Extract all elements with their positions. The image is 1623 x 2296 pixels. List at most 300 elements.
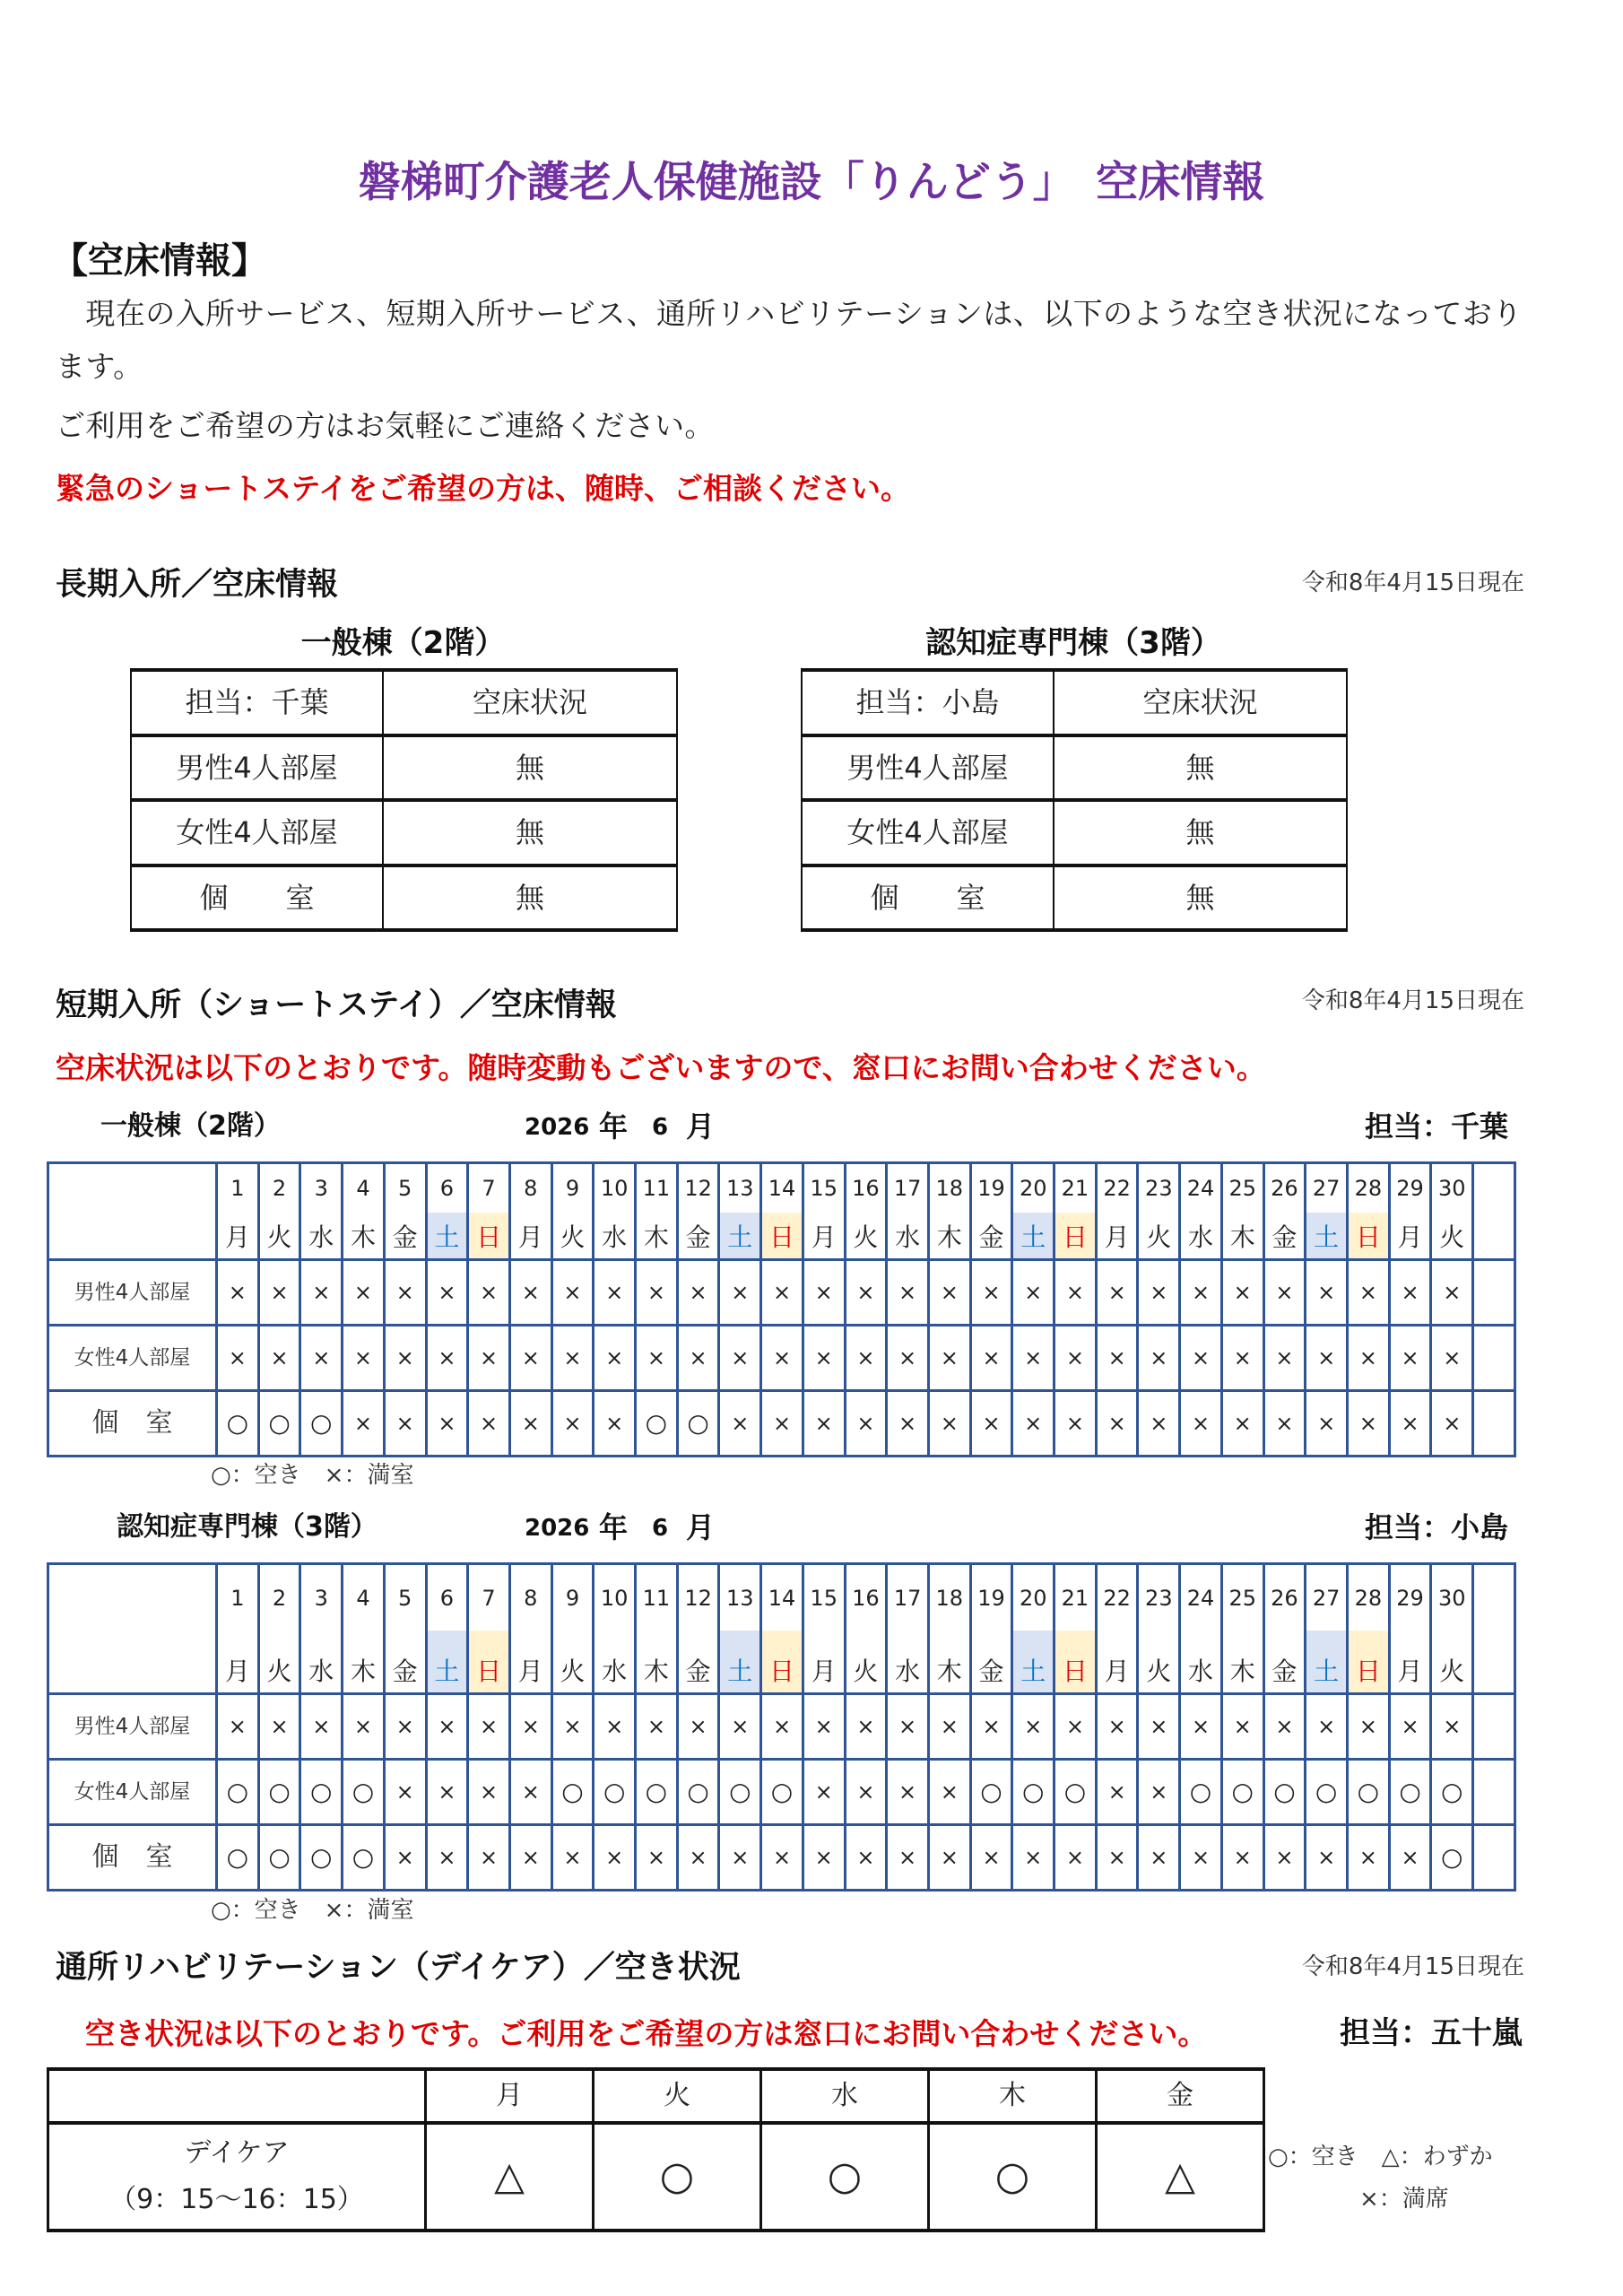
day-of-week: 水	[602, 1657, 628, 1686]
day-of-week: 木	[643, 1222, 669, 1252]
vacancy-status-cell: 無	[1054, 865, 1347, 931]
day-number: 28	[1354, 1585, 1383, 1611]
availability-cell: ×	[1055, 1825, 1097, 1891]
day-header-cell	[551, 1564, 594, 1694]
day-header-cell	[426, 1163, 468, 1260]
availability-cell: ×	[1389, 1694, 1431, 1760]
day-number: 22	[1103, 1585, 1131, 1611]
day-header-cell	[1389, 1564, 1431, 1694]
availability-cell: ×	[217, 1326, 259, 1391]
availability-cell: ×	[551, 1260, 594, 1326]
room-type-label: 女性4人部屋	[48, 1760, 217, 1825]
availability-cell: ○	[258, 1760, 300, 1825]
day-header-cell	[217, 1163, 259, 1260]
day-header-cell	[1431, 1564, 1473, 1694]
availability-cell: ×	[1180, 1326, 1222, 1391]
day-number: 8	[524, 1585, 538, 1611]
day-header-cell	[970, 1163, 1012, 1260]
table-header-row	[802, 670, 1347, 735]
availability-cell: ×	[468, 1760, 510, 1825]
calendar-header-row	[48, 1564, 1515, 1694]
room-type-cell: 男性4人部屋	[131, 735, 383, 801]
day-number: 16	[852, 1176, 880, 1201]
day-number: 23	[1145, 1585, 1173, 1611]
availability-cell: ×	[509, 1391, 551, 1457]
calendar-year-unit: 年	[599, 1109, 629, 1144]
day-number: 15	[810, 1585, 838, 1611]
availability-cell: ×	[1138, 1260, 1180, 1326]
day-number: 20	[1019, 1176, 1047, 1201]
calendar-ward-title-dementia: 認知症専門棟（3階）	[117, 1511, 378, 1543]
day-header-cell	[1180, 1564, 1222, 1694]
day-header-cell	[468, 1163, 510, 1260]
day-of-week: 土	[1013, 1631, 1053, 1692]
day-header-cell	[300, 1564, 343, 1694]
day-of-week: 日	[1055, 1213, 1095, 1258]
day-number: 26	[1271, 1585, 1298, 1611]
day-number: 9	[565, 1176, 580, 1201]
calendar-ward-title-general: 一般棟（2階）	[100, 1110, 281, 1142]
availability-cell: ×	[928, 1260, 970, 1326]
day-number: 20	[1019, 1585, 1047, 1611]
availability-cell: ×	[1096, 1760, 1138, 1825]
day-number: 19	[977, 1176, 1005, 1201]
availability-cell: ×	[1221, 1391, 1263, 1457]
day-of-week: 日	[1349, 1631, 1388, 1692]
day-of-week: 日	[469, 1631, 508, 1692]
day-of-week: 火	[1146, 1657, 1172, 1686]
day-header-cell	[928, 1564, 970, 1694]
day-care-header-row	[48, 2069, 1264, 2123]
calendar-row	[48, 1260, 1515, 1326]
availability-cell: ×	[1347, 1326, 1389, 1391]
day-of-week: 月	[1397, 1657, 1423, 1686]
day-number: 1	[230, 1585, 245, 1611]
room-type-cell: 女性4人部屋	[131, 800, 383, 865]
day-header-cell	[1431, 1163, 1473, 1260]
blank-cell	[1473, 1825, 1515, 1891]
day-of-week: 木	[936, 1222, 962, 1252]
day-number: 29	[1396, 1585, 1424, 1611]
day-of-week: 金	[392, 1657, 418, 1686]
room-type-label: 個 室	[48, 1391, 217, 1457]
short-stay-section-heading: 短期入所（ショートステイ）／空床情報	[56, 987, 617, 1023]
day-header-cell	[845, 1163, 887, 1260]
day-header-cell	[551, 1163, 594, 1260]
availability-cell: ×	[300, 1326, 343, 1391]
availability-cell: ×	[594, 1391, 636, 1457]
availability-cell: ×	[1012, 1694, 1055, 1760]
availability-cell: ×	[1347, 1694, 1389, 1760]
day-of-week: 日	[1349, 1213, 1388, 1258]
availability-cell: ×	[970, 1391, 1012, 1457]
availability-cell: ×	[343, 1694, 385, 1760]
availability-cell: ×	[887, 1260, 929, 1326]
availability-cell: ×	[1389, 1825, 1431, 1891]
availability-cell: ○	[1306, 1760, 1348, 1825]
availability-cell: ×	[928, 1391, 970, 1457]
day-of-week: 火	[266, 1657, 292, 1686]
blank-cell	[1473, 1694, 1515, 1760]
day-header-cell	[636, 1163, 678, 1260]
availability-cell: ×	[970, 1694, 1012, 1760]
availability-cell: ○	[1221, 1760, 1263, 1825]
availability-fri: △	[1097, 2123, 1264, 2231]
day-of-week: 月	[811, 1222, 837, 1252]
day-header-cell	[719, 1163, 761, 1260]
day-number: 9	[565, 1585, 580, 1611]
day-of-week: 水	[308, 1222, 334, 1252]
day-number: 17	[893, 1585, 922, 1611]
availability-cell: ×	[1055, 1694, 1097, 1760]
availability-cell: ○	[300, 1391, 343, 1457]
availability-cell: ×	[258, 1260, 300, 1326]
availability-cell: ○	[1012, 1760, 1055, 1825]
day-number: 23	[1145, 1176, 1173, 1201]
availability-cell: ○	[970, 1760, 1012, 1825]
vacancy-status-cell: 無	[383, 735, 677, 801]
availability-cell: ○	[1389, 1760, 1431, 1825]
day-number: 17	[893, 1176, 922, 1201]
vacancy-status-cell: 無	[1054, 735, 1347, 801]
day-of-week: 月	[517, 1222, 543, 1252]
availability-cell: ×	[719, 1825, 761, 1891]
day-care-legend-line-2: ×：満席	[1359, 2186, 1449, 2213]
availability-cell: ×	[928, 1825, 970, 1891]
availability-cell: ×	[300, 1694, 343, 1760]
calendar-month-unit: 月	[686, 1510, 716, 1544]
day-care-table	[47, 2067, 1265, 2232]
day-number: 4	[356, 1585, 370, 1611]
availability-cell: ×	[1347, 1825, 1389, 1891]
day-number: 21	[1061, 1176, 1089, 1201]
day-number: 2	[272, 1176, 287, 1201]
day-header-cell	[887, 1163, 929, 1260]
intro-text-line-3: ご利用をご希望の方はお気軽にご連絡ください。	[56, 408, 715, 443]
availability-mon: △	[426, 2123, 594, 2231]
day-number: 25	[1228, 1176, 1256, 1201]
availability-cell: ×	[761, 1694, 803, 1760]
day-number: 27	[1312, 1176, 1341, 1201]
calendar-legend-general: ○：空き ×：満室	[211, 1462, 414, 1489]
day-of-week: 火	[853, 1657, 879, 1686]
blank-cell	[1473, 1326, 1515, 1391]
availability-cell: ×	[845, 1825, 887, 1891]
day-header-cell	[719, 1564, 761, 1694]
availability-cell: ×	[970, 1825, 1012, 1891]
day-of-week: 火	[853, 1222, 879, 1252]
day-care-section-heading: 通所リハビリテーション（デイケア）／空き状況	[56, 1950, 741, 1986]
day-number: 12	[684, 1176, 712, 1201]
day-of-week: 木	[936, 1657, 962, 1686]
calendar-year-unit: 年	[599, 1510, 629, 1544]
availability-cell: ○	[761, 1760, 803, 1825]
day-of-week: 月	[1104, 1222, 1130, 1252]
day-header-cell	[928, 1163, 970, 1260]
availability-cell: ×	[384, 1694, 426, 1760]
availability-cell: ×	[384, 1760, 426, 1825]
day-number: 18	[935, 1585, 964, 1611]
availability-cell: ×	[803, 1825, 845, 1891]
room-type-cell: 男性4人部屋	[802, 735, 1054, 801]
day-number: 10	[600, 1176, 629, 1201]
day-care-legend-line-1: ○：空き △：わずか	[1268, 2144, 1493, 2170]
calendar-month: 6	[652, 1114, 669, 1141]
vacancy-status-cell: 無	[1054, 800, 1347, 865]
day-of-week: 火	[1146, 1222, 1172, 1252]
availability-cell: ×	[1012, 1391, 1055, 1457]
day-of-week: 土	[720, 1213, 759, 1258]
availability-cell: ×	[468, 1694, 510, 1760]
availability-cell: ×	[426, 1391, 468, 1457]
day-header-cell	[594, 1163, 636, 1260]
day-of-week: 火	[266, 1222, 292, 1252]
intro-text-line-1: 現在の入所サービス、短期入所サービス、通所リハビリテーションは、以下のような空き状況になっており	[56, 296, 1523, 331]
availability-cell: ×	[551, 1694, 594, 1760]
availability-cell: ×	[719, 1391, 761, 1457]
day-of-week: 木	[1229, 1657, 1255, 1686]
day-header-cell	[1306, 1163, 1348, 1260]
availability-cell: ×	[551, 1326, 594, 1391]
day-of-week: 月	[517, 1657, 543, 1686]
weekday-header-fri: 金	[1097, 2069, 1264, 2123]
room-type-cell: 個 室	[131, 865, 383, 931]
day-header-cell	[1221, 1564, 1263, 1694]
vacancy-status-cell: 無	[383, 800, 677, 865]
availability-cell: ×	[719, 1694, 761, 1760]
day-header-cell	[845, 1564, 887, 1694]
availability-tue: ○	[594, 2123, 761, 2231]
availability-cell: ×	[384, 1326, 426, 1391]
day-header-cell	[1012, 1163, 1055, 1260]
availability-cell: ×	[1389, 1326, 1431, 1391]
availability-cell: ×	[845, 1391, 887, 1457]
availability-cell: ×	[594, 1825, 636, 1891]
availability-cell: ×	[509, 1825, 551, 1891]
day-header-cell	[594, 1564, 636, 1694]
ward-title-dementia: 認知症専門棟（3階）	[925, 625, 1221, 661]
day-number: 16	[852, 1585, 880, 1611]
blank-cell	[1473, 1760, 1515, 1825]
day-number: 11	[642, 1585, 671, 1611]
day-number: 24	[1186, 1176, 1215, 1201]
table-row	[131, 735, 677, 801]
day-header-cell	[1306, 1564, 1348, 1694]
day-header-cell	[1389, 1163, 1431, 1260]
day-header-cell	[1055, 1564, 1097, 1694]
day-number: 25	[1228, 1585, 1256, 1611]
long-term-table-dementia-ward	[801, 668, 1348, 932]
availability-cell: ○	[636, 1391, 678, 1457]
availability-thu: ○	[929, 2123, 1097, 2231]
availability-cell: ○	[1347, 1760, 1389, 1825]
availability-cell: ○	[719, 1760, 761, 1825]
availability-cell: ×	[300, 1260, 343, 1326]
day-header-cell	[1012, 1564, 1055, 1694]
availability-cell: ×	[1180, 1391, 1222, 1457]
day-of-week: 金	[685, 1657, 711, 1686]
availability-cell: ×	[845, 1694, 887, 1760]
availability-cell: ×	[426, 1825, 468, 1891]
availability-cell: ×	[845, 1326, 887, 1391]
availability-cell: ×	[1347, 1260, 1389, 1326]
availability-cell: ×	[1180, 1825, 1222, 1891]
day-of-week: 月	[1397, 1222, 1423, 1252]
day-of-week: 金	[978, 1222, 1004, 1252]
availability-cell: ○	[300, 1825, 343, 1891]
day-number: 11	[642, 1176, 671, 1201]
calendar-month-unit: 月	[686, 1109, 716, 1144]
ward-title-general: 一般棟（2階）	[300, 625, 506, 661]
day-of-week: 土	[428, 1631, 467, 1692]
day-header-cell	[468, 1564, 510, 1694]
availability-cell: ×	[1306, 1326, 1348, 1391]
availability-cell: ×	[426, 1760, 468, 1825]
day-header-cell	[677, 1163, 719, 1260]
availability-cell: ×	[803, 1694, 845, 1760]
availability-cell: ×	[677, 1260, 719, 1326]
day-of-week: 火	[560, 1222, 586, 1252]
availability-cell: ○	[551, 1760, 594, 1825]
day-number: 13	[726, 1585, 754, 1611]
day-of-week: 土	[1306, 1213, 1346, 1258]
availability-cell: ×	[761, 1326, 803, 1391]
calendar-corner-cell	[48, 1564, 217, 1694]
day-header-cell	[761, 1564, 803, 1694]
availability-cell: ×	[636, 1825, 678, 1891]
availability-cell: ○	[594, 1760, 636, 1825]
day-of-week: 月	[224, 1657, 250, 1686]
availability-cell: ○	[343, 1760, 385, 1825]
availability-cell: ×	[217, 1260, 259, 1326]
day-number: 6	[439, 1176, 454, 1201]
day-of-week: 火	[1439, 1222, 1465, 1252]
availability-cell: ○	[1055, 1760, 1097, 1825]
table-header-row	[131, 670, 677, 735]
short-stay-as-of-date: 令和8年4月15日現在	[1301, 987, 1524, 1014]
day-care-notice: 空き状況は以下のとおりです。ご利用をご希望の方は窓口にお問い合わせください。	[85, 2016, 1208, 2051]
availability-cell: ×	[803, 1326, 845, 1391]
staff-cell: 担当：小島	[802, 670, 1054, 735]
availability-cell: ×	[928, 1760, 970, 1825]
availability-cell: ×	[677, 1825, 719, 1891]
availability-cell: ×	[803, 1260, 845, 1326]
calendar-corner-cell	[48, 1163, 217, 1260]
staff-cell: 担当：千葉	[131, 670, 383, 735]
availability-cell: ×	[1221, 1825, 1263, 1891]
availability-cell: ×	[1347, 1391, 1389, 1457]
room-type-cell: 個 室	[802, 865, 1054, 931]
day-of-week: 土	[1013, 1213, 1053, 1258]
day-of-week: 火	[1439, 1657, 1465, 1686]
day-header-cell	[1096, 1163, 1138, 1260]
availability-cell: ×	[509, 1760, 551, 1825]
availability-cell: ×	[1263, 1694, 1306, 1760]
day-header-cell	[1138, 1163, 1180, 1260]
room-type-label: 男性4人部屋	[48, 1260, 217, 1326]
availability-cell: ×	[551, 1391, 594, 1457]
availability-cell: ×	[636, 1326, 678, 1391]
service-label-cell	[48, 2123, 426, 2231]
availability-cell: ×	[1263, 1391, 1306, 1457]
day-of-week: 火	[560, 1657, 586, 1686]
day-number: 27	[1312, 1585, 1341, 1611]
availability-cell: ×	[887, 1391, 929, 1457]
day-number: 13	[726, 1176, 754, 1201]
day-header-cell	[1263, 1163, 1306, 1260]
calendar-month: 6	[652, 1515, 669, 1542]
weekday-header-wed: 水	[761, 2069, 929, 2123]
availability-cell: ×	[1431, 1694, 1473, 1760]
day-of-week: 木	[350, 1657, 376, 1686]
availability-cell: ×	[1096, 1391, 1138, 1457]
availability-cell: ×	[1389, 1391, 1431, 1457]
day-header-cell	[426, 1564, 468, 1694]
room-type-label: 個 室	[48, 1825, 217, 1891]
day-header-cell	[300, 1163, 343, 1260]
day-header-cell	[1138, 1564, 1180, 1694]
day-of-week: 日	[469, 1213, 508, 1258]
day-number: 22	[1103, 1176, 1131, 1201]
day-of-week: 日	[762, 1213, 802, 1258]
calendar-legend-dementia: ○：空き ×：満室	[211, 1897, 414, 1924]
table-row	[802, 865, 1347, 931]
day-header-cell	[636, 1564, 678, 1694]
short-stay-notice: 空床状況は以下のとおりです。随時変動もございますので、窓口にお問い合わせください。	[56, 1050, 1266, 1085]
day-number: 2	[272, 1585, 287, 1611]
day-header-cell	[217, 1564, 259, 1694]
day-of-week: 水	[895, 1657, 921, 1686]
availability-cell: ×	[468, 1260, 510, 1326]
availability-cell: ×	[1096, 1694, 1138, 1760]
day-of-week: 金	[1271, 1222, 1298, 1252]
availability-cell: ×	[845, 1260, 887, 1326]
day-header-cell	[887, 1564, 929, 1694]
availability-cell: ×	[803, 1391, 845, 1457]
availability-cell: ×	[384, 1825, 426, 1891]
day-header-cell	[509, 1163, 551, 1260]
availability-cell: ○	[217, 1760, 259, 1825]
long-term-as-of-date: 令和8年4月15日現在	[1301, 570, 1524, 596]
day-number: 28	[1354, 1176, 1383, 1201]
day-number: 5	[398, 1176, 412, 1201]
calendar-row	[48, 1326, 1515, 1391]
availability-cell: ×	[426, 1694, 468, 1760]
availability-cell: ×	[1306, 1260, 1348, 1326]
availability-cell: ×	[1138, 1825, 1180, 1891]
blank-header-cell	[1473, 1163, 1515, 1260]
availability-cell: ×	[468, 1326, 510, 1391]
availability-cell: ×	[1389, 1260, 1431, 1326]
urgent-short-stay-notice: 緊急のショートステイをご希望の方は、随時、ご相談ください。	[56, 471, 911, 506]
availability-cell: ×	[509, 1694, 551, 1760]
day-of-week: 月	[1104, 1657, 1130, 1686]
availability-cell: ×	[551, 1825, 594, 1891]
blank-header-cell	[1473, 1564, 1515, 1694]
availability-cell: ×	[970, 1260, 1012, 1326]
availability-cell: ○	[1180, 1760, 1222, 1825]
calendar-row	[48, 1760, 1515, 1825]
day-header-cell	[1055, 1163, 1097, 1260]
availability-cell: ○	[217, 1825, 259, 1891]
day-of-week: 金	[978, 1657, 1004, 1686]
day-header-cell	[258, 1163, 300, 1260]
day-number: 6	[439, 1585, 454, 1611]
day-number: 7	[482, 1585, 496, 1611]
availability-cell: ×	[636, 1260, 678, 1326]
calendar-row	[48, 1694, 1515, 1760]
availability-cell: ×	[970, 1326, 1012, 1391]
